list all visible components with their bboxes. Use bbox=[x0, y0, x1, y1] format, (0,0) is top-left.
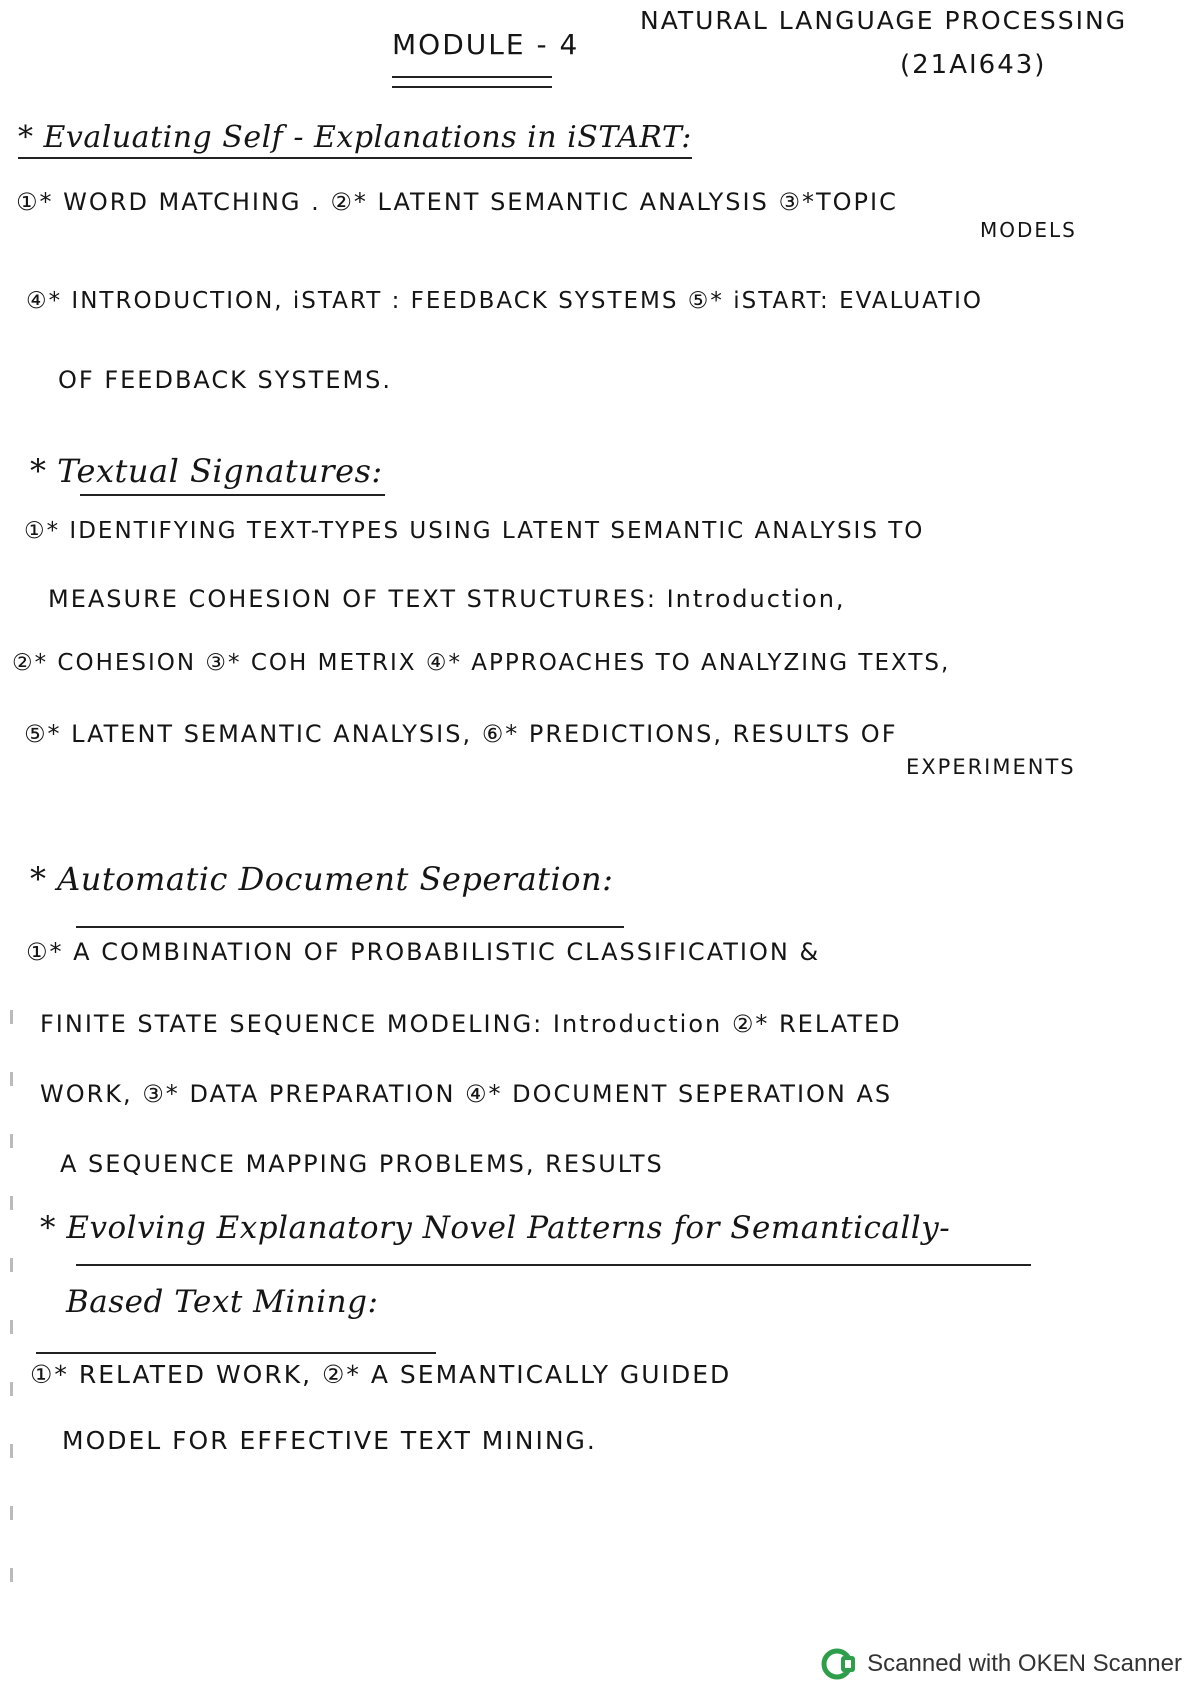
s3-line-2: FINITE STATE SEQUENCE MODELING: Introduction ②* RELATED bbox=[40, 1010, 902, 1038]
section-title-self-explanations: * Evaluating Self - Explanations in iSTART: bbox=[18, 120, 692, 159]
s2-line-1: ①* IDENTIFYING TEXT-TYPES USING LATENT SEMANTIC ANALYSIS TO bbox=[24, 518, 925, 544]
s2-title-underline bbox=[80, 494, 385, 496]
s4-title2-underline bbox=[36, 1352, 436, 1354]
section-title-novel-patterns: * Evolving Explanatory Novel Patterns for Semantically- bbox=[40, 1210, 951, 1246]
s1-line-3: OF FEEDBACK SYSTEMS. bbox=[58, 366, 393, 394]
section-title-novel-patterns-2: Based Text Mining: bbox=[66, 1284, 379, 1320]
course-title: NATURAL LANGUAGE PROCESSING bbox=[640, 6, 1128, 35]
s1-line-2: ④* INTRODUCTION, iSTART : FEEDBACK SYSTEMS ⑤* iSTART: EVALUATIO bbox=[26, 288, 984, 314]
margin-marks bbox=[10, 1010, 14, 1610]
scanner-logo-icon bbox=[821, 1648, 857, 1680]
s2-line-4b: EXPERIMENTS bbox=[906, 755, 1076, 779]
module-title-underline bbox=[392, 76, 552, 78]
s3-title-underline bbox=[76, 926, 624, 928]
course-code: (21AI643) bbox=[900, 50, 1047, 80]
s1-line-1b: MODELS bbox=[980, 218, 1077, 242]
scanner-watermark bbox=[821, 1648, 1182, 1680]
section-title-textual-signatures: * Textual Signatures: bbox=[30, 452, 383, 490]
s4-line-2: MODEL FOR EFFECTIVE TEXT MINING. bbox=[62, 1426, 597, 1455]
s2-line-4: ⑤* LATENT SEMANTIC ANALYSIS, ⑥* PREDICTIONS, RESULTS OF bbox=[24, 720, 898, 748]
module-title: MODULE - 4 bbox=[392, 28, 580, 61]
section-title-document-separation: * Automatic Document Seperation: bbox=[30, 860, 614, 898]
s1-line-1: ①* WORD MATCHING . ②* LATENT SEMANTIC ANALYSIS ③*TOPIC bbox=[16, 188, 898, 216]
s4-title-underline bbox=[76, 1264, 1031, 1266]
s3-line-3: WORK, ③* DATA PREPARATION ④* DOCUMENT SEPERATION AS bbox=[40, 1080, 893, 1108]
s2-line-2: MEASURE COHESION OF TEXT STRUCTURES: Introduction, bbox=[48, 585, 846, 613]
module-title-underline-2 bbox=[392, 86, 552, 88]
s4-line-1: ①* RELATED WORK, ②* A SEMANTICALLY GUIDED bbox=[30, 1360, 732, 1389]
s3-line-4: A SEQUENCE MAPPING PROBLEMS, RESULTS bbox=[60, 1150, 664, 1178]
s2-line-3: ②* COHESION ③* COH METRIX ④* APPROACHES TO ANALYZING TEXTS, bbox=[12, 650, 951, 676]
scanner-text: Scanned with OKEN Scanner bbox=[867, 1650, 1182, 1677]
s3-line-1: ①* A COMBINATION OF PROBABILISTIC CLASSIFICATION & bbox=[26, 938, 821, 966]
